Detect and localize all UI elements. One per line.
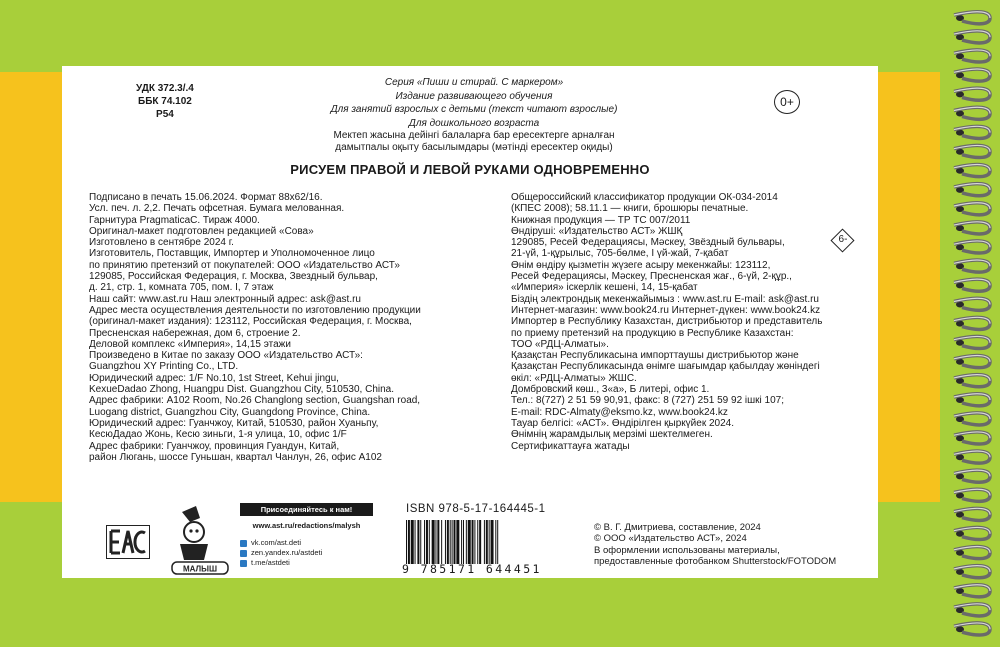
bbk-line: ББК 74.102 xyxy=(138,96,192,107)
binding-ring xyxy=(954,126,990,138)
imprint-left-line: Гарнитура PragmaticaC. Тираж 4000. xyxy=(89,214,260,226)
imprint-left-line: д. 21, стр. 1, комната 705, пом. I, 7 этаж xyxy=(89,282,274,294)
eac-icon xyxy=(106,525,150,559)
imprint-left-line: Оригинал-макет подготовлен редакцией «Сова» xyxy=(89,225,314,237)
age-rating-kz-label: 6- xyxy=(838,234,848,245)
imprint-left-line: Усл. печ. л. 2,2. Печать офсетная. Бумага мелованная. xyxy=(89,203,345,215)
copyright-line: © ООО «Издательство АСТ», 2024 xyxy=(594,533,747,545)
copyright-block xyxy=(594,522,836,568)
barcode-bar xyxy=(484,520,485,564)
imprint-right-line: «Империя» іскерлік кешені, 14, 15-қабат xyxy=(511,282,698,294)
barcode-bar xyxy=(426,520,428,564)
barcode-bar xyxy=(432,520,435,564)
binding-ring xyxy=(954,107,990,119)
barcode-bar xyxy=(406,520,407,564)
binding-ring xyxy=(954,88,990,100)
book-title: РИСУЕМ ПРАВОЙ И ЛЕВОЙ РУКАМИ ОДНОВРЕМЕННО xyxy=(290,162,650,177)
imprint-left-line: Luogang district, Guangzhou City, Guangdong Province, China. xyxy=(89,406,371,418)
barcode-bar xyxy=(472,520,474,564)
barcode-bar xyxy=(429,520,430,564)
barcode-bar xyxy=(447,520,449,564)
series-line: Для дошкольного возраста xyxy=(408,117,540,129)
imprint-right-line: Өнімнің жарамдылық мерзімі шектелмеген. xyxy=(511,429,713,441)
imprint-right-line: Сертификаттауға жатады xyxy=(511,440,630,452)
series-block xyxy=(262,76,686,130)
barcode-bar xyxy=(452,520,453,564)
imprint-left-line: Guangzhou XY Printing Co., LTD. xyxy=(89,361,239,373)
barcode-bar xyxy=(477,520,478,564)
binding-ring xyxy=(954,585,990,597)
author-mark: Р54 xyxy=(156,109,174,120)
imprint-left-line: (оригинал-макет издания): 123112, Российская Федерация, г. Москва, xyxy=(89,316,412,328)
binding-ring xyxy=(954,165,990,177)
binding-ring xyxy=(954,260,990,272)
binding-ring xyxy=(954,12,990,24)
imprint-page xyxy=(62,66,878,578)
barcode-bar xyxy=(437,520,439,564)
barcode-bar xyxy=(463,520,464,564)
imprint-left-line: Юридический адрес: 1/F No.10, 1st Street, Kehui jingu, xyxy=(89,372,339,384)
binding-ring xyxy=(954,203,990,215)
binding-ring xyxy=(954,623,990,635)
imprint-right-line: Ресей Федерациясы, Мәскеу, Пресненская жағ., 6-үй, 2-құр., xyxy=(511,271,792,283)
barcode-bar xyxy=(454,520,456,564)
vk-link-row[interactable] xyxy=(240,538,373,548)
zen-link[interactable]: zen.yandex.ru/astdeti xyxy=(251,548,323,557)
barcode-bar xyxy=(415,520,416,564)
barcode-bar xyxy=(450,520,451,564)
binding-ring xyxy=(954,394,990,406)
imprint-left-line: Подписано в печать 15.06.2024. Формат 88х62/16. xyxy=(89,192,323,203)
imprint-left-line: Юридический адрес: Гуанчжоу, Китай, 510530, район Хуаньпу, xyxy=(89,417,379,429)
spiral-binding xyxy=(940,0,1000,647)
imprint-right-line: Тел.: 8(727) 2 51 59 90,91, факс: 8 (727) 251 59 92 ішкі 107; xyxy=(511,395,784,407)
binding-ring xyxy=(954,31,990,43)
imprint-left-line: КесюДадао Жонь, Кесю зиньги, 1-я улица, 10, офис 1/F xyxy=(89,429,347,441)
series-line: Издание развивающего обучения xyxy=(395,90,553,102)
binding-ring xyxy=(954,317,990,329)
binding-ring xyxy=(954,508,990,520)
imprint-right-line: Тауар белгісі: «АСТ». Өндірілген қыркүйек 2024. xyxy=(511,417,735,429)
binding-ring xyxy=(954,241,990,253)
binding-ring xyxy=(954,451,990,463)
imprint-right-line: Книжная продукция — ТР ТС 007/2011 xyxy=(511,214,691,226)
imprint-left-line: Изготовитель, Поставщик, Импортер и Уполномоченное лицо xyxy=(89,248,375,260)
imprint-right-line: Интернет-магазин: www.book24.ru Интернет-дүкен: www.book24.kz xyxy=(511,304,821,316)
imprint-left-line: Адрес фабрики: Гуанчжоу, провинция Гуандун, Китай, xyxy=(89,440,340,452)
barcode-digits: 9 785171 644451 xyxy=(402,562,542,576)
imprint-right-line: өкіл: «РДЦ-Алматы» ЖШС. xyxy=(511,372,637,384)
kazakh-series-block xyxy=(262,130,686,154)
imprint-right-column xyxy=(511,192,822,452)
barcode-icon xyxy=(402,520,540,564)
binding-ring xyxy=(954,298,990,310)
kazakh-series-line: Мектеп жасына дейінгі балаларға бар ересектерге арналған xyxy=(333,130,615,141)
binding-ring xyxy=(954,69,990,81)
imprint-left-line: Деловой комплекс «Империя», 14,15 этажи xyxy=(89,338,291,350)
malysh-logo-icon xyxy=(170,504,230,576)
isbn-number: ISBN 978-5-17-164445-1 xyxy=(406,503,546,515)
binding-ring xyxy=(954,413,990,425)
udk-block xyxy=(136,82,194,121)
binding-ring xyxy=(954,547,990,559)
kazakh-series-line: дамытпалы оқыту басылымдары (мәтінді ересектер оқиды) xyxy=(335,142,613,153)
imprint-left-column xyxy=(89,192,421,463)
binding-ring xyxy=(954,279,990,291)
imprint-right-line: Қазақстан Республикасына импорттаушы дистрибьютор және xyxy=(511,350,799,362)
copyright-line: В оформлении использованы материалы, xyxy=(594,544,780,556)
vk-icon xyxy=(240,540,247,547)
barcode-bar xyxy=(424,520,425,564)
imprint-right-line: 129085, Ресей Федерациясы, Мәскеу, Звёздный бульвары, xyxy=(511,237,785,249)
age-rating-kz-badge xyxy=(830,228,856,254)
logo-text: МАЛЫШ xyxy=(182,564,218,574)
barcode-bar xyxy=(420,520,421,564)
telegram-icon xyxy=(240,560,247,567)
copyright-line: © В. Г. Дмитриева, составление, 2024 xyxy=(594,522,761,533)
barcode-bar xyxy=(435,520,436,564)
barcode-bar xyxy=(411,520,414,564)
barcode-bar xyxy=(491,520,494,564)
imprint-left-line: Пресненская набережная, дом 6, строение 2. xyxy=(89,327,301,339)
imprint-left-line: по принятию претензий от покупателей: ООО «Издательство АСТ» xyxy=(89,259,400,271)
imprint-left-line: Произведено в Китае по заказу ООО «Издательство АСТ»: xyxy=(89,350,363,362)
social-block xyxy=(240,503,373,568)
barcode-bar xyxy=(456,520,459,564)
telegram-link-row[interactable] xyxy=(240,558,373,568)
imprint-right-line: Домбровский көш., 3«а», Б литері, офис 1. xyxy=(511,384,710,396)
eac-mark xyxy=(106,525,150,564)
vk-link[interactable]: vk.com/ast.deti xyxy=(251,538,302,547)
barcode-bar xyxy=(474,520,475,564)
imprint-right-line: Импортер в Республику Казахстан, дистрибьютор и представитель xyxy=(511,316,823,328)
binding-ring xyxy=(954,527,990,539)
imprint-right-line: по приему претензий на продукцию в Республике Казахстан: xyxy=(511,327,794,339)
imprint-right-line: Общероссийский классификатор продукции ОК-034-2014 xyxy=(511,192,778,203)
imprint-right-line: (КПЕС 2008); 58.11.1 — книги, брошюры печатные. xyxy=(511,203,749,215)
imprint-left-line: Наш сайт: www.ast.ru Наш электронный адрес: ask@ast.ru xyxy=(89,293,361,305)
binding-ring xyxy=(954,566,990,578)
social-heading: Присоединяйтесь к нам! xyxy=(240,503,373,516)
binding-ring xyxy=(954,336,990,348)
barcode-bar xyxy=(489,520,490,564)
social-site-link[interactable]: www.ast.ru/redactions/malysh xyxy=(252,521,361,530)
barcode-bar xyxy=(486,520,488,564)
binding-ring xyxy=(954,356,990,368)
binding-ring xyxy=(954,470,990,482)
telegram-link[interactable]: t.me/astdeti xyxy=(251,558,290,567)
imprint-right-line: Өндіруші: «Издательство АСТ» ЖШҚ xyxy=(511,225,683,237)
imprint-left-line: 129085, Российская Федерация, г. Москва, Звездный бульвар, xyxy=(89,271,378,283)
binding-ring xyxy=(954,489,990,501)
imprint-right-line: Өнім өндіру қызметін жүзеге асыру мекенжайы: 123112, xyxy=(511,259,771,271)
barcode-bar xyxy=(495,520,496,564)
binding-ring xyxy=(954,432,990,444)
binding-ring xyxy=(954,145,990,157)
barcode-bar xyxy=(461,520,462,564)
binding-ring xyxy=(954,375,990,387)
udk-line: УДК 372.3/.4 xyxy=(136,83,194,94)
barcode-bar xyxy=(441,520,442,564)
imprint-left-line: Изготовлено в сентябре 2024 г. xyxy=(89,237,234,249)
imprint-right-line: E-mail: RDC-Almaty@eksmo.kz, www.book24.kz xyxy=(511,406,728,418)
barcode-bar xyxy=(497,520,498,564)
barcode-bar xyxy=(466,520,467,564)
imprint-left-line: Адрес места осуществления деятельности по изготовлению продукции xyxy=(89,304,421,316)
barcode-bar xyxy=(468,520,471,564)
imprint-right-line: Біздің электрондық мекенжайымыз : www.ast.ru E-mail: ask@ast.ru xyxy=(511,293,819,305)
barcode-bar xyxy=(417,520,419,564)
barcode-bar xyxy=(445,520,446,564)
imprint-left-line: KexueDadao Zhong, Huangpu Dist. Guangzhou City, 510530, China. xyxy=(89,384,395,396)
series-line: Для занятий взрослых с детьми (текст читают взрослые) xyxy=(330,104,618,115)
series-line: Серия «Пиши и стирай. С маркером» xyxy=(384,77,564,88)
imprint-left-line: район Люгань, шоссе Гуньшан, квартал Чанлун, 26, офис А102 xyxy=(89,451,382,463)
barcode-bar xyxy=(479,520,481,564)
imprint-left-line: Адрес фабрики: A102 Room, No.26 Changlong section, Guangshan road, xyxy=(89,395,421,407)
zen-link-row[interactable] xyxy=(240,548,373,558)
imprint-right-line: Қазақстан Республикасында өнімге шағымдар қабылдау жөніндегі xyxy=(511,361,820,373)
binding-ring xyxy=(954,184,990,196)
barcode-bar xyxy=(408,520,410,564)
binding-ring xyxy=(954,604,990,616)
binding-ring xyxy=(954,222,990,234)
binding-ring xyxy=(954,50,990,62)
zen-icon xyxy=(240,550,247,557)
imprint-right-line: ТОО «РДЦ-Алматы». xyxy=(511,338,609,350)
copyright-line: предоставленные фотобанком Shutterstock/FOTODOM xyxy=(594,556,837,568)
imprint-right-line: 21-үй, 1-құрылыс, 705-бөлме, I үй-жай, 7-қабат xyxy=(511,248,729,260)
age-rating-badge: 0+ xyxy=(774,90,800,114)
